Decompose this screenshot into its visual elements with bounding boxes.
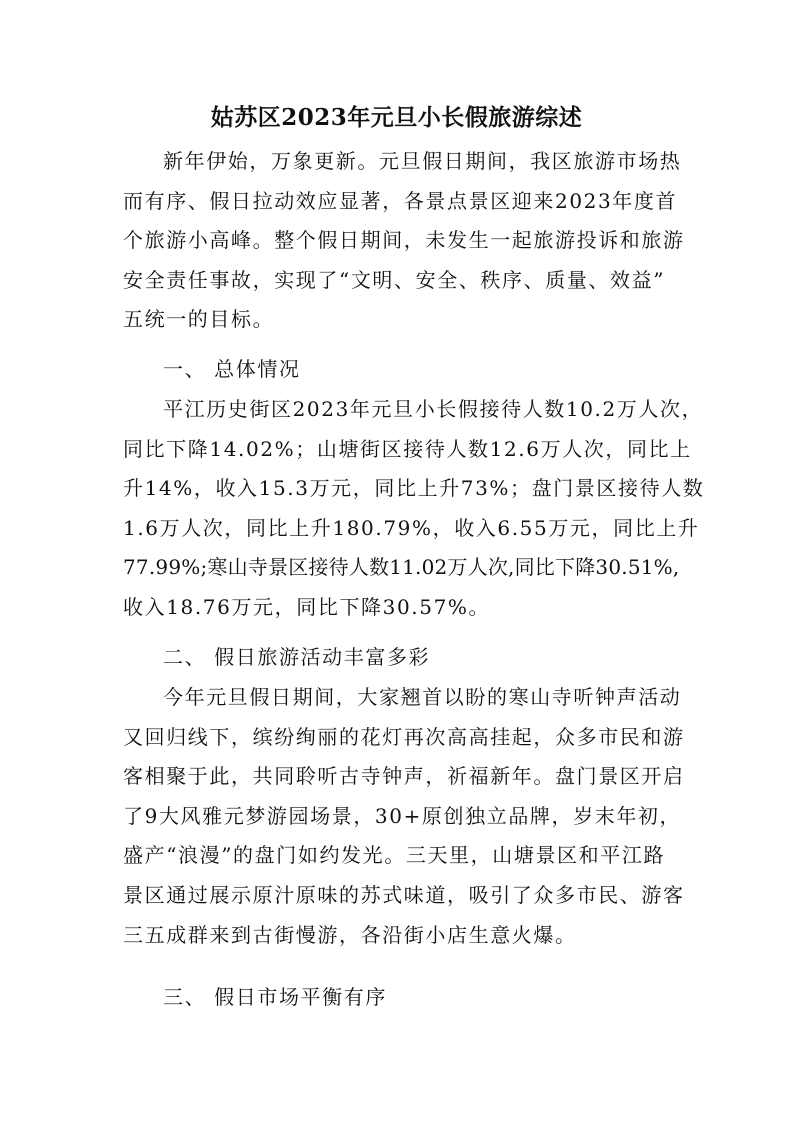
- text-line: 今年元旦假日期间，大家翘首以盼的寒山寺听钟声活动: [163, 685, 682, 709]
- section-heading-market: 三、 假日市场平衡有序: [163, 985, 387, 1009]
- document-title: 姑苏区2023年元旦小长假旅游综述: [210, 104, 583, 131]
- text-line: 而有序、假日拉动效应显著，各景点景区迎来2023年度首: [123, 188, 678, 213]
- text-line: 同比下降14.02%；山塘街区接待人数12.6万人次，同比上: [123, 436, 692, 461]
- intro-paragraph: [123, 142, 683, 340]
- activities-paragraph: [123, 678, 683, 955]
- text-line: 客相聚于此，共同聆听古寺钟声，祈福新年。盘门景区开启: [123, 764, 685, 789]
- text-line: 盛产“浪漫”的盘门如约发光。三天里，山塘景区和平江路: [123, 843, 666, 868]
- section-heading-overview: 一、 总体情况: [163, 357, 301, 381]
- text-line: 1.6万人次，同比上升180.79%，收入6.55万元，同比上升: [123, 515, 700, 540]
- text-line: 了9大风雅元梦游园场景，30+原创独立品牌，岁末年初，: [123, 803, 682, 828]
- text-line: 升14%，收入15.3万元，同比上升73%；盘门景区接待人数: [123, 476, 705, 501]
- text-line: 收入18.76万元，同比下降30.57%。: [123, 594, 491, 619]
- statistics-paragraph: [123, 390, 705, 628]
- text-line: 77.99%;寒山寺景区接待人数11.02万人次,同比下降30.51%,: [123, 555, 680, 580]
- text-line: 又回归线下，缤纷绚丽的花灯再次高高挂起，众多市民和游: [123, 724, 685, 749]
- text-line: 安全责任事故，实现了“文明、安全、秩序、质量、效益”: [123, 267, 666, 292]
- text-line: 五统一的目标。: [123, 307, 275, 332]
- text-line: 平江历史街区2023年元旦小长假接待人数10.2万人次，: [163, 397, 704, 421]
- text-line: 景区通过展示原汁原味的苏式味道，吸引了众多市民、游客: [123, 882, 685, 907]
- text-line: 个旅游小高峰。整个假日期间，未发生一起旅游投诉和旅游: [123, 228, 685, 253]
- text-line: 新年伊始，万象更新。元旦假日期间，我区旅游市场热: [163, 149, 682, 173]
- section-heading-activities: 二、 假日旅游活动丰富多彩: [163, 645, 431, 669]
- text-line: 三五成群来到古街慢游，各沿街小店生意火爆。: [123, 922, 577, 947]
